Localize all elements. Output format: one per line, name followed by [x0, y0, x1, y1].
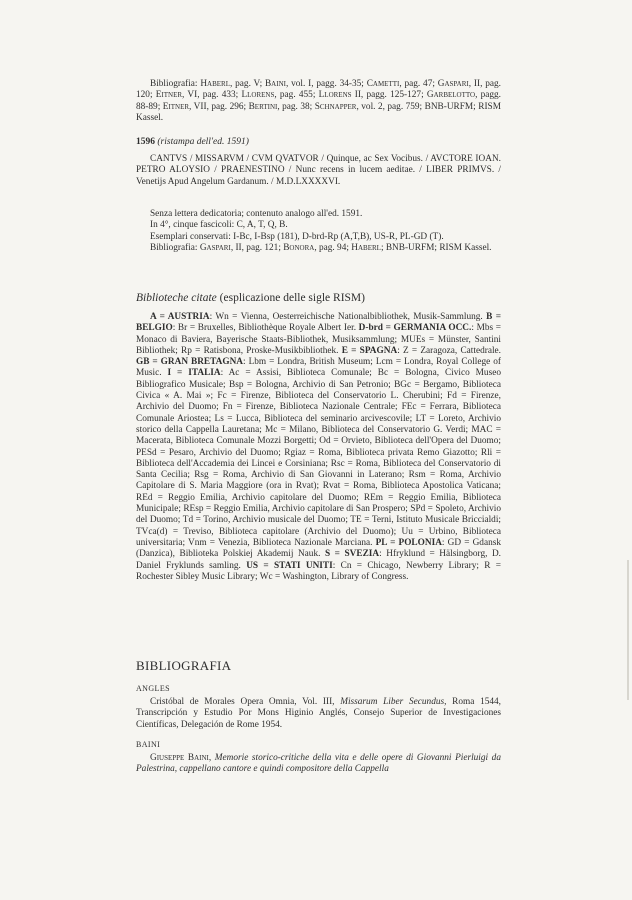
- bibliography-label-angles: ANGLES: [136, 684, 170, 693]
- entry-1596-heading: 1596 (ristampa dell'ed. 1591): [136, 137, 249, 147]
- entry-1596-title: CANTVS / MISSARVM / CVM QVATVOR / Quinque, ac Sex Vocibus. / AVCTORE IOAN. PETRO ALOYSIO / PRAENESTINO / Nunc recens in lucem aeditae. / LIBER PRIMVS. / Venetijs Apud Angelum Gardanum. / M.D.LXXXXVI.: [136, 154, 501, 187]
- bibliography-label-baini: BAINI: [136, 740, 161, 749]
- entry-1596-bibliography: Bibliografia: Gaspari, II, pag. 121; Bonora, pag. 94; Haberl; BNB-URFM; RISM Kassel.: [150, 242, 492, 253]
- entry-1596-details: [136, 209, 501, 254]
- libraries-list: A = AUSTRIA: Wn = Vienna, Oesterreichische Nationalbibliothek, Musik-Sammlung. B = BELGIO: Br = Bruxelles, Bibliothèque Royale Albert Ier. D-brd = GERMANIA OCC.: Mbs = Monaco di Baviera, Bayerische Staats-Bibliothek, Musiksammlung; MUEs = Münster, Santini Bibliothek; Rp = Ratisbona, Proske-Musikbibliothek. E = SPAGNA: Z = Zaragoza, Cattedrale. GB = GRAN BRETAGNA: Lbm = Londra, British Museum; Lcm = Londra, Royal College of Music. I = ITALIA: Ac = Assisi, Biblioteca Comunale; Bc = Bologna, Civico Museo Bibliografico Musicale; Bsp = Bologna, Archivio di San Petronio; BGc = Bergamo, Biblioteca Civica « A. Mai »; Fc = Firenze, Biblioteca del Conservatorio L. Cherubini; Fd = Firenze, Archivio del Duomo; Fn = Firenze, Biblioteca Nazionale Centrale; FEc = Ferrara, Biblioteca Comunale Ariostea; Ls = Lucca, Biblioteca del seminario arcivescovile; LT = Loreto, Archivio storico della Cappella Lauretana; Mc = Milano, Biblioteca del Conservatorio G. Verdi; MAC = Macerata, Biblioteca Comunale Mozzi Borgetti; Od = Orvieto, Biblioteca dell'Opera del Duomo; PESd = Pesaro, Archivio del Duomo; Rgiaz = Roma, Biblioteca privata Remo Giazotto; Rli = Biblioteca dell'Accademia dei Lincei e Corsiniana; Rsc = Roma, Biblioteca del Conservatorio di Santa Cecilia; Rsg = Roma, Archivio di San Giovanni in Laterano; Rsm = Roma, Archivio Capitolare di S. Maria Maggiore (ora in Rvat); Rvat = Roma, Biblioteca Apostolica Vaticana; REd = Reggio Emilia, Archivio capitolare del Duomo; REm = Reggio Emilia, Biblioteca Municipale; REsp = Reggio Emilia, Archivio capitolare di San Prospero; SPd = Spoleto, Archivio del Duomo; Td = Torino, Archivio musicale del Duomo; TE = Terni, Istituto Musicale Briccialdi; TVca(d) = Treviso, Biblioteca capitolare (Archivio del Duomo); Uu = Urbino, Biblioteca universitaria; Vnm = Venezia, Biblioteca Nazionale Marciana. PL = POLONIA: GD = Gdansk (Danzica), Biblioteka Polskiej Akademij Nauk. S = SVEZIA: Hfryklund = Hälsingborg, D. Daniel Fryklunds samling. US = STATI UNITI: Cn = Chicago, Newberry Library; R = Rochester Sibley Music Library; Wc = Washington, Library of Congress.: [136, 312, 502, 582]
- entry-1596-line-2: In 4°, cinque fascicoli: C, A, T, Q, B.: [150, 220, 288, 231]
- bibliography-entry-baini: Giuseppe Baini, Memorie storico-critiche della vita e delle opere di Giovanni Pierluigi da Palestrina, cappellano cantore e quindi compositore della Cappella: [136, 753, 501, 775]
- entry-1596-line-1: Senza lettera dedicatoria; contenuto analogo all'ed. 1591.: [150, 209, 363, 219]
- page-edge-shadow: [627, 560, 629, 700]
- bibliography-heading: BIBLIOGRAFIA: [136, 658, 232, 673]
- bibliography-paragraph-1: Bibliografia: Haberl, pag. V; Baini, vol. I, pagg. 34-35; Cametti, pag. 47; Gaspari, II, pag. 120; Eitner, VI, pag. 433; Llorens, pag. 455; Llorens II, pagg. 125-127; Garbelotto, pagg. 88-89; Eitner, VII, pag. 296; Bertini, pag. 38; Schnapper, vol. 2, pag. 759; BNB-URFM; RISM Kassel.: [136, 79, 502, 123]
- bibliography-entry-angles: Cristóbal de Morales Opera Omnia, Vol. III, Missarum Liber Secundus, Roma 1544, Transcripción y Estudio Por Mons Higinio Anglés, Consejo Superior de Investigaciones Científicas, Delegación de Rome 1954.: [136, 697, 501, 730]
- libraries-section-title: Biblioteche citate (esplicazione delle sigle RISM): [136, 292, 365, 304]
- entry-1596-line-3: Esemplari conservati: I-Bc, I-Bsp (181), D-brd-Rp (A,T,B), US-R, PL-GD (T).: [150, 231, 444, 242]
